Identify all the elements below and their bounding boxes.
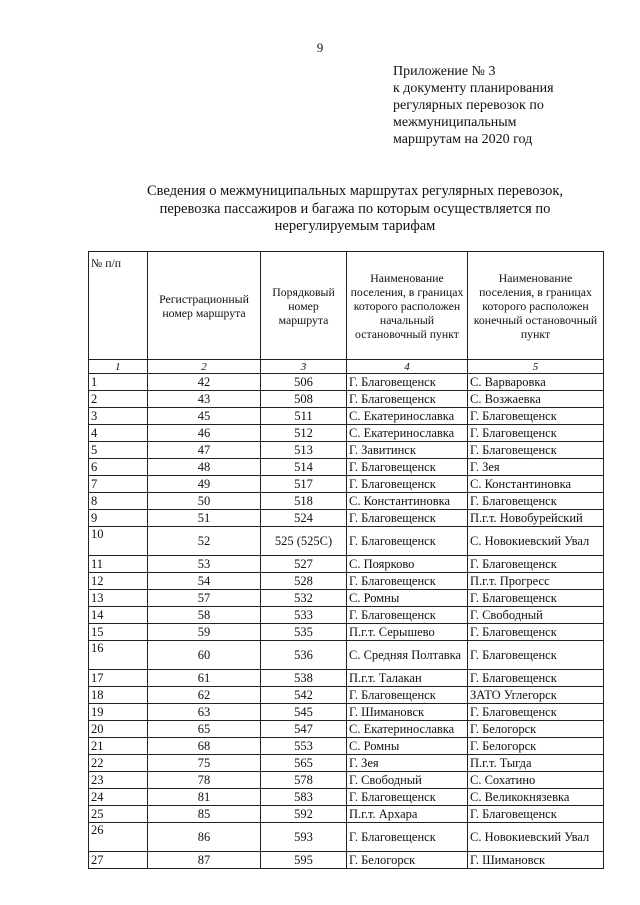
routes-table [88,251,604,869]
ordinal-number: 542 [261,687,347,704]
end-settlement: С. Возжаевка [468,391,604,408]
end-settlement: Г. Свободный [468,607,604,624]
start-settlement: С. Ромны [347,590,468,607]
table-header-row [89,252,604,360]
table-row [89,374,604,391]
registration-number: 62 [148,687,261,704]
registration-number: 51 [148,510,261,527]
row-number: 1 [89,374,148,391]
column-number: 2 [148,360,261,374]
column-number: 3 [261,360,347,374]
table-row [89,607,604,624]
header-num: № п/п [89,252,148,360]
ordinal-number: 527 [261,556,347,573]
document-title [120,183,590,236]
end-settlement: Г. Благовещенск [468,641,604,670]
row-number: 22 [89,755,148,772]
ordinal-number: 517 [261,476,347,493]
row-number: 12 [89,573,148,590]
start-settlement: С. Ромны [347,738,468,755]
row-number: 10 [89,527,148,556]
registration-number: 68 [148,738,261,755]
end-settlement: С. Новокиевский Увал [468,823,604,852]
ordinal-number: 524 [261,510,347,527]
registration-number: 63 [148,704,261,721]
ordinal-number: 595 [261,852,347,869]
row-number: 27 [89,852,148,869]
row-number: 5 [89,442,148,459]
registration-number: 42 [148,374,261,391]
table-row [89,573,604,590]
appendix-line: регулярных перевозок по [393,98,544,113]
row-number: 18 [89,687,148,704]
ordinal-number: 538 [261,670,347,687]
registration-number: 57 [148,590,261,607]
title-line: перевозка пассажиров и багажа по которым осуществляется по [159,200,551,217]
end-settlement: Г. Благовещенск [468,624,604,641]
registration-number: 46 [148,425,261,442]
start-settlement: П.г.т. Талакан [347,670,468,687]
row-number: 3 [89,408,148,425]
table-row [89,789,604,806]
start-settlement: Г. Благовещенск [347,476,468,493]
start-settlement: Г. Благовещенск [347,687,468,704]
start-settlement: С. Екатеринославка [347,408,468,425]
ordinal-number: 513 [261,442,347,459]
start-settlement: С. Екатеринославка [347,425,468,442]
registration-number: 61 [148,670,261,687]
registration-number: 65 [148,721,261,738]
end-settlement: С. Константиновка [468,476,604,493]
start-settlement: П.г.т. Архара [347,806,468,823]
end-settlement: Г. Белогорск [468,721,604,738]
registration-number: 50 [148,493,261,510]
row-number: 13 [89,590,148,607]
end-settlement: С. Новокиевский Увал [468,527,604,556]
row-number: 24 [89,789,148,806]
ordinal-number: 536 [261,641,347,670]
end-settlement: С. Великокнязевка [468,789,604,806]
end-settlement: П.г.т. Новобурейский [468,510,604,527]
appendix-line: Приложение № 3 [393,64,496,79]
registration-number: 43 [148,391,261,408]
registration-number: 48 [148,459,261,476]
table-row [89,459,604,476]
row-number: 4 [89,425,148,442]
appendix-line: маршрутам на 2020 год [393,132,533,147]
table-row [89,391,604,408]
table-row [89,442,604,459]
table-row [89,425,604,442]
ordinal-number: 506 [261,374,347,391]
row-number: 9 [89,510,148,527]
row-number: 26 [89,823,148,852]
registration-number: 47 [148,442,261,459]
ordinal-number: 535 [261,624,347,641]
page-number: 9 [316,40,324,55]
column-number: 5 [468,360,604,374]
header-start-settlement: Наименование поселения, в границах которого расположен начальный остановочный пункт [347,252,468,360]
table-row [89,823,604,852]
registration-number: 45 [148,408,261,425]
table-row [89,738,604,755]
title-line: нерегулируемым тарифам [274,218,436,234]
row-number: 23 [89,772,148,789]
table-row [89,772,604,789]
table-row [89,755,604,772]
start-settlement: Г. Завитинск [347,442,468,459]
row-number: 6 [89,459,148,476]
start-settlement: С. Средняя Полтавка [347,641,468,670]
start-settlement: Г. Шимановск [347,704,468,721]
ordinal-number: 592 [261,806,347,823]
start-settlement: Г. Белогорск [347,852,468,869]
registration-number: 59 [148,624,261,641]
start-settlement: Г. Благовещенск [347,459,468,476]
column-numbers-row [89,360,604,374]
end-settlement: Г. Благовещенск [468,442,604,459]
row-number: 21 [89,738,148,755]
ordinal-number: 532 [261,590,347,607]
row-number: 2 [89,391,148,408]
start-settlement: С. Екатеринославка [347,721,468,738]
header-ordinal-number: Порядковый номер маршрута [261,252,347,360]
end-settlement: С. Сохатино [468,772,604,789]
registration-number: 52 [148,527,261,556]
registration-number: 54 [148,573,261,590]
start-settlement: Г. Благовещенск [347,607,468,624]
column-number: 1 [89,360,148,374]
end-settlement: ЗАТО Углегорск [468,687,604,704]
row-number: 15 [89,624,148,641]
row-number: 8 [89,493,148,510]
header-end-settlement: Наименование поселения, в границах которого расположен конечный остановочный пункт [468,252,604,360]
table-row [89,624,604,641]
row-number: 7 [89,476,148,493]
registration-number: 81 [148,789,261,806]
ordinal-number: 512 [261,425,347,442]
start-settlement: Г. Зея [347,755,468,772]
table-row [89,510,604,527]
ordinal-number: 528 [261,573,347,590]
table-row [89,670,604,687]
appendix-note [393,63,554,148]
table-row [89,641,604,670]
start-settlement: Г. Благовещенск [347,527,468,556]
table-row [89,687,604,704]
column-number: 4 [347,360,468,374]
ordinal-number: 514 [261,459,347,476]
table-row [89,493,604,510]
row-number: 20 [89,721,148,738]
end-settlement: Г. Шимановск [468,852,604,869]
ordinal-number: 518 [261,493,347,510]
start-settlement: С. Поярково [347,556,468,573]
end-settlement: П.г.т. Прогресс [468,573,604,590]
start-settlement: Г. Благовещенск [347,789,468,806]
end-settlement: Г. Благовещенск [468,556,604,573]
registration-number: 78 [148,772,261,789]
row-number: 19 [89,704,148,721]
title-line: Сведения о межмуниципальных маршрутах регулярных перевозок, [146,183,564,199]
registration-number: 60 [148,641,261,670]
table-row [89,806,604,823]
end-settlement: Г. Благовещенск [468,704,604,721]
end-settlement: Г. Благовещенск [468,408,604,425]
end-settlement: Г. Благовещенск [468,670,604,687]
end-settlement: П.г.т. Тыгда [468,755,604,772]
table-row [89,476,604,493]
end-settlement: Г. Благовещенск [468,493,604,510]
ordinal-number: 525 (525С) [261,527,347,556]
ordinal-number: 565 [261,755,347,772]
start-settlement: Г. Благовещенск [347,391,468,408]
start-settlement: С. Константиновка [347,493,468,510]
end-settlement: С. Варваровка [468,374,604,391]
registration-number: 49 [148,476,261,493]
start-settlement: Г. Благовещенск [347,823,468,852]
start-settlement: П.г.т. Серышево [347,624,468,641]
table-row [89,590,604,607]
row-number: 14 [89,607,148,624]
registration-number: 86 [148,823,261,852]
table-row [89,556,604,573]
row-number: 25 [89,806,148,823]
routes-table-body [89,374,604,869]
start-settlement: Г. Благовещенск [347,573,468,590]
ordinal-number: 578 [261,772,347,789]
end-settlement: Г. Зея [468,459,604,476]
table-row [89,852,604,869]
end-settlement: Г. Благовещенск [468,806,604,823]
ordinal-number: 533 [261,607,347,624]
table-row [89,527,604,556]
table-row [89,704,604,721]
registration-number: 87 [148,852,261,869]
table-row [89,408,604,425]
start-settlement: Г. Благовещенск [347,374,468,391]
ordinal-number: 553 [261,738,347,755]
start-settlement: Г. Благовещенск [347,510,468,527]
appendix-line: межмуниципальным [393,115,517,130]
row-number: 17 [89,670,148,687]
table-row [89,721,604,738]
appendix-line: к документу планирования [393,81,554,96]
ordinal-number: 583 [261,789,347,806]
registration-number: 53 [148,556,261,573]
registration-number: 75 [148,755,261,772]
row-number: 11 [89,556,148,573]
end-settlement: Г. Белогорск [468,738,604,755]
registration-number: 58 [148,607,261,624]
start-settlement: Г. Свободный [347,772,468,789]
ordinal-number: 545 [261,704,347,721]
ordinal-number: 593 [261,823,347,852]
registration-number: 85 [148,806,261,823]
ordinal-number: 547 [261,721,347,738]
end-settlement: Г. Благовещенск [468,425,604,442]
header-registration-number: Регистрационный номер маршрута [148,252,261,360]
ordinal-number: 508 [261,391,347,408]
end-settlement: Г. Благовещенск [468,590,604,607]
row-number: 16 [89,641,148,670]
ordinal-number: 511 [261,408,347,425]
